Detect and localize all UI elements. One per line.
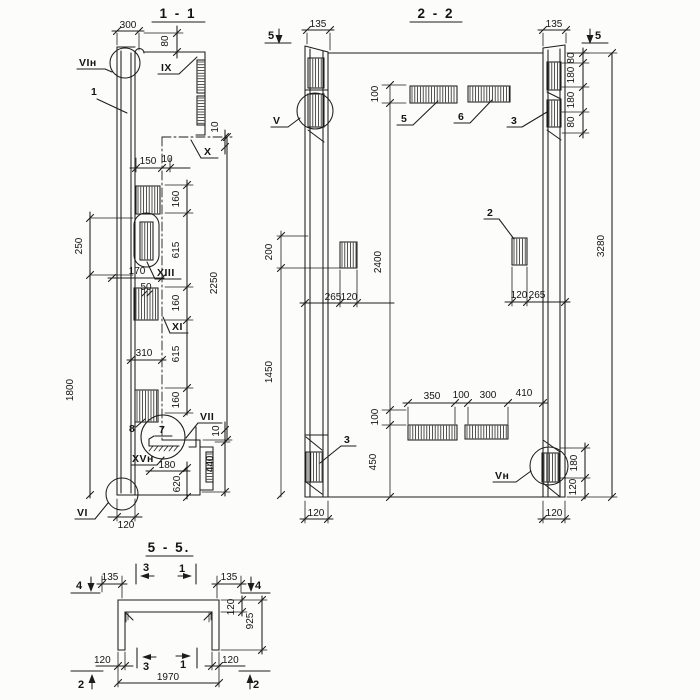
callout-3-bottom: 3 — [344, 434, 351, 446]
dim-925: 925 — [245, 612, 256, 630]
dim-120-slab: 120 — [226, 598, 237, 616]
dim-135-left: 135 — [101, 572, 119, 583]
label-vi-n: VIн — [79, 57, 97, 69]
dim-120-left: 120 — [340, 292, 358, 303]
cut-marker-4-right: 4 — [255, 580, 262, 592]
dim-160-c: 160 — [171, 391, 182, 409]
hatch-lines — [467, 426, 506, 438]
dim-300: 300 — [119, 20, 137, 31]
cut-marker-2-left: 2 — [78, 679, 85, 691]
dim-450: 450 — [368, 453, 379, 471]
dim-3280: 3280 — [596, 234, 607, 258]
dim-120-right: 120 — [510, 290, 528, 301]
cut-marker-1-top: 1 — [179, 563, 186, 575]
dim-200: 200 — [264, 243, 275, 261]
dim-80-a: 80 — [566, 52, 577, 64]
section-5-5-title: 5 - 5. — [147, 540, 191, 555]
dim-350: 350 — [423, 391, 441, 402]
dim-615-b: 615 — [171, 345, 182, 363]
dim-10-bottom: 10 — [211, 425, 222, 437]
dim-265-left: 265 — [324, 292, 342, 303]
dim-265-right: 265 — [528, 290, 546, 301]
callout-6: 6 — [458, 111, 465, 123]
cut-marker-3-top: 3 — [143, 562, 150, 574]
callout-7: 7 — [159, 424, 166, 436]
dim-135-right: 135 — [220, 572, 238, 583]
label-vi: VI — [77, 507, 88, 519]
dim-410: 410 — [515, 388, 533, 399]
label-xi: XI — [172, 321, 183, 333]
dim-10-mid: 10 — [161, 154, 173, 165]
label-v: V — [273, 115, 281, 127]
dim-160-a: 160 — [171, 190, 182, 208]
dim-120-br: 120 — [568, 478, 579, 496]
dim-80: 80 — [160, 35, 171, 47]
dim-120-bottom-left: 120 — [94, 655, 111, 666]
dim-100-top: 100 — [370, 85, 381, 103]
dim-80-b: 80 — [566, 116, 577, 128]
dim-620: 620 — [172, 475, 183, 493]
dim-135-left: 135 — [309, 19, 327, 30]
section-1-1-title: 1 - 1 — [159, 6, 197, 21]
callout-3-top: 3 — [511, 115, 518, 127]
section-2-2-title: 2 - 2 — [417, 6, 455, 21]
callout-1: 1 — [91, 86, 98, 98]
label-v-n: Vн — [495, 470, 510, 482]
cut-marker-1-bottom: 1 — [180, 659, 187, 671]
label-vii: VII — [200, 411, 215, 423]
dim-180-b: 180 — [566, 91, 577, 109]
dim-2400: 2400 — [373, 250, 384, 274]
callout-5: 5 — [401, 113, 408, 125]
dim-440: 440 — [205, 455, 216, 473]
dim-50: 50 — [140, 282, 152, 293]
dim-150: 150 — [139, 156, 157, 167]
dim-135-right: 135 — [545, 19, 563, 30]
label-xv-n: XVн — [132, 453, 154, 465]
dim-1970: 1970 — [156, 672, 180, 683]
dim-120: 120 — [117, 520, 135, 531]
label-x: X — [204, 146, 212, 158]
dim-180: 180 — [158, 460, 176, 471]
dim-300: 300 — [479, 390, 497, 401]
label-xiii: XIII — [157, 267, 175, 279]
dim-120-bottom-left: 120 — [307, 508, 325, 519]
cut-marker-2-right: 2 — [253, 679, 260, 691]
dim-170: 170 — [128, 266, 146, 277]
hatch-lines — [470, 87, 509, 101]
dim-10-top: 10 — [210, 121, 221, 133]
dim-100-bottom: 100 — [370, 408, 381, 426]
dim-180-a: 180 — [566, 66, 577, 84]
dim-1800: 1800 — [65, 378, 76, 402]
dim-1450: 1450 — [264, 360, 275, 384]
dim-615-a: 615 — [171, 241, 182, 259]
dim-100-mid: 100 — [452, 390, 470, 401]
cut-marker-5-right: 5 — [595, 30, 602, 42]
dim-2250: 2250 — [209, 271, 220, 295]
dim-160-b: 160 — [171, 294, 182, 312]
cut-marker-3-bottom: 3 — [143, 661, 150, 673]
cut-marker-5-left: 5 — [268, 30, 275, 42]
dim-250: 250 — [74, 237, 85, 255]
callout-2: 2 — [487, 207, 494, 219]
callout-8: 8 — [129, 423, 136, 435]
dim-120-bottom-right: 120 — [545, 508, 563, 519]
label-ix: IX — [161, 62, 172, 74]
cut-marker-4-left: 4 — [76, 580, 83, 592]
dim-120-bottom-right: 120 — [222, 655, 239, 666]
dim-310: 310 — [135, 348, 153, 359]
dim-180-br: 180 — [569, 454, 580, 472]
